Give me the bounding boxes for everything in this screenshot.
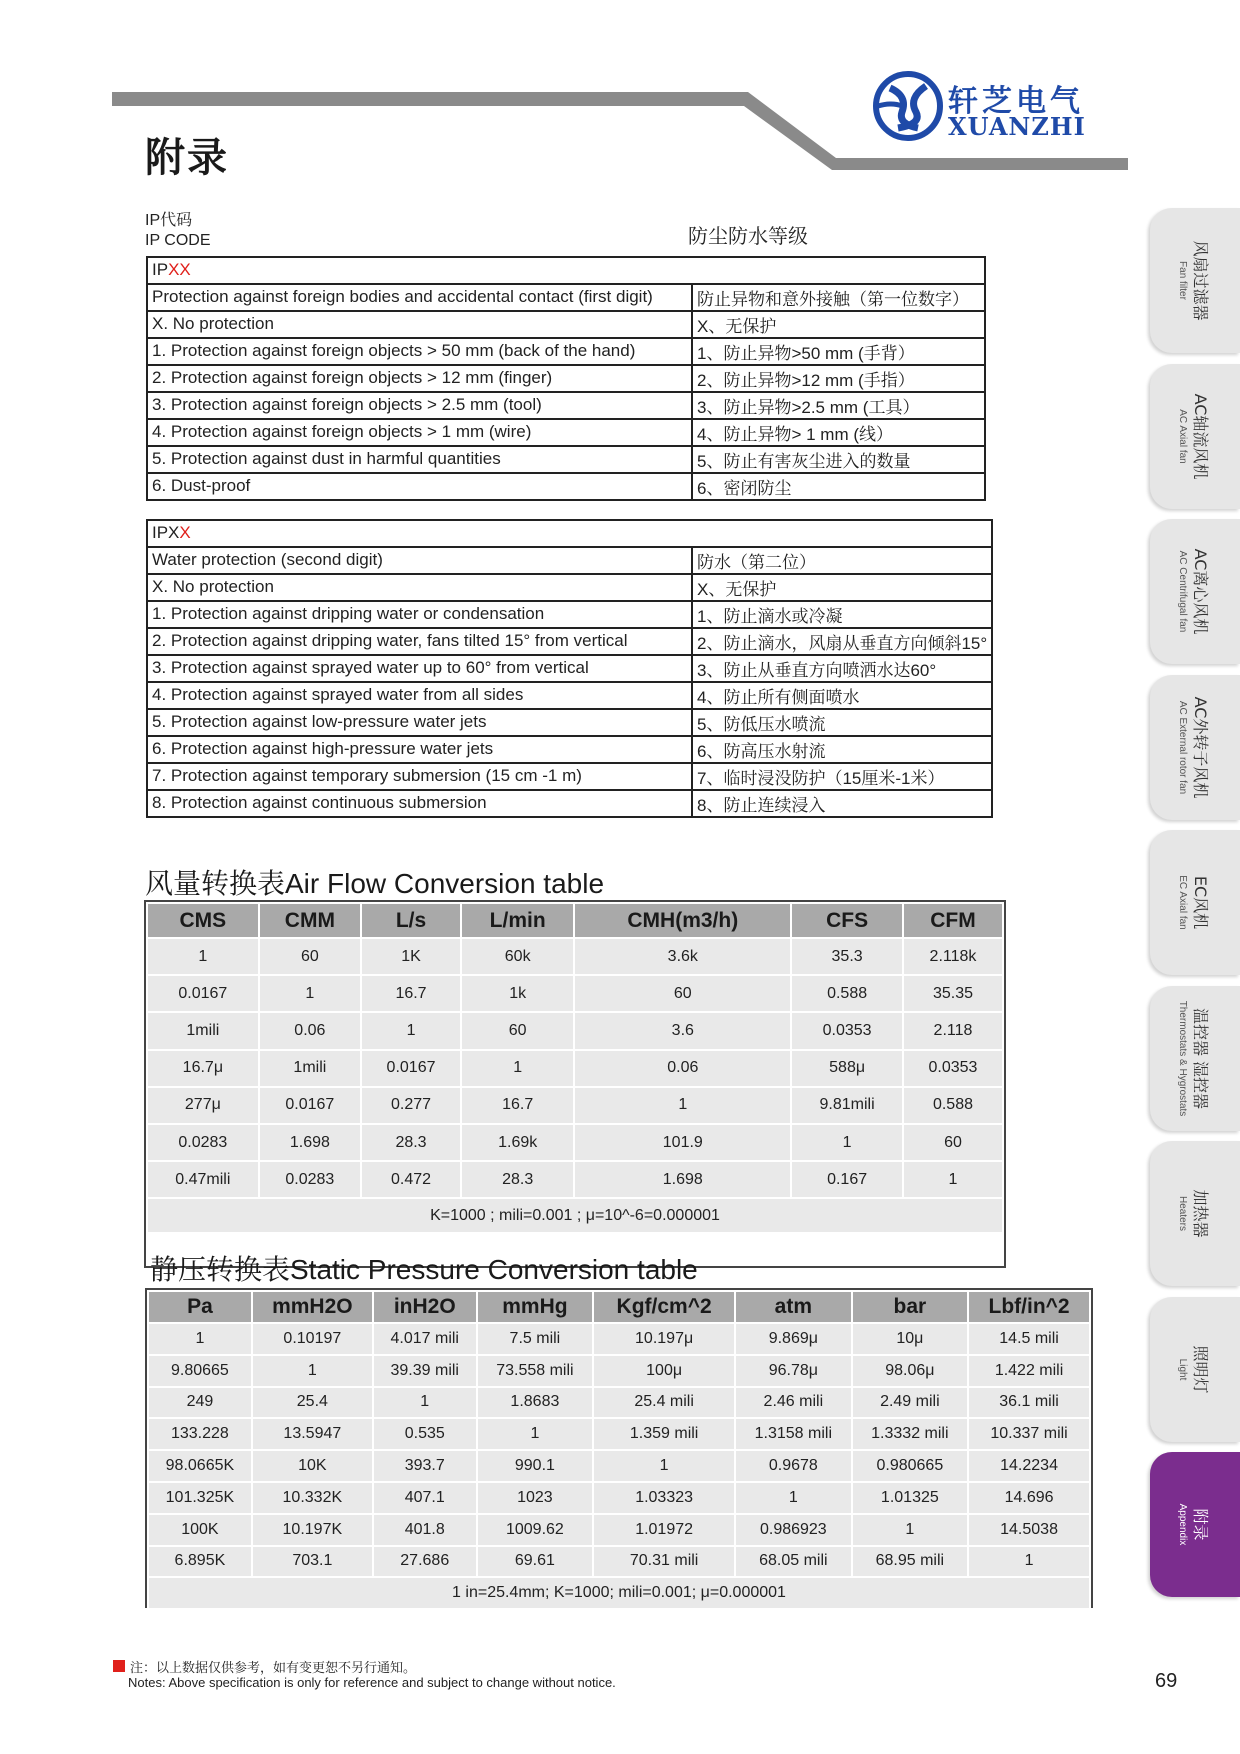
xuanzhi-logo-icon: [872, 66, 944, 144]
table-cell: 1: [968, 1546, 1090, 1578]
table-cell: 96.78μ: [735, 1355, 852, 1387]
note-marker: [113, 1660, 125, 1672]
column-header: Lbf/in^2: [968, 1291, 1090, 1323]
side-tab-cn: EC风机: [1191, 875, 1210, 930]
table-cell: 1: [147, 938, 259, 975]
ip-row-en: 2. Protection against foreign objects > 12 mm (finger): [147, 365, 692, 392]
table-row: [147, 975, 1003, 1012]
table-row: [147, 1050, 1003, 1087]
table-cell: 36.1 mili: [968, 1387, 1090, 1419]
table-note: K=1000 ; mili=0.001 ; μ=10^-6=0.000001: [147, 1198, 1003, 1233]
table-row: [148, 1514, 1090, 1546]
side-tab-en: Appendix: [1177, 1503, 1188, 1546]
ip-row-cn: 3、防止异物>2.5 mm (工具）: [692, 392, 985, 419]
side-tab-label: [1150, 675, 1240, 820]
side-tab-cn: AC外转子风机: [1191, 696, 1210, 798]
ip-row: [147, 790, 992, 817]
table-row: [147, 938, 1003, 975]
side-tab[interactable]: [1150, 208, 1240, 353]
table-cell: 1: [903, 1161, 1003, 1198]
table-cell: 990.1: [477, 1450, 594, 1482]
footer-note-cn: 注：以上数据仅供参考，如有变更恕不另行通知。: [130, 1661, 417, 1676]
ip-row: [147, 419, 985, 446]
table-cell: 2.118: [903, 1012, 1003, 1049]
ip-row-en: 6. Protection against high-pressure water jets: [147, 736, 692, 763]
table-cell: 1.01325: [852, 1482, 969, 1514]
ip-row-cn: 6、密闭防尘: [692, 473, 985, 500]
table-cell: 1.01972: [593, 1514, 735, 1546]
side-tab-label: [1150, 364, 1240, 509]
table-cell: 1: [735, 1482, 852, 1514]
ip-water-code: [147, 520, 992, 547]
table-row: [148, 1450, 1090, 1482]
page-number: 69: [1155, 1670, 1178, 1692]
side-tab-label: [1150, 1452, 1240, 1597]
ip-row-cn: 2、防止滴水，风扇从垂直方向倾斜15°: [692, 628, 992, 655]
table-cell: 1mili: [147, 1012, 259, 1049]
table-cell: 9.80665: [148, 1355, 252, 1387]
column-header: atm: [735, 1291, 852, 1323]
table-cell: 0.277: [361, 1087, 461, 1124]
table-cell: 1023: [477, 1482, 594, 1514]
table-cell: 1: [361, 1012, 461, 1049]
ip-water-code-row: [147, 520, 992, 547]
table-cell: 2.118k: [903, 938, 1003, 975]
table-cell: 1.3158 mili: [735, 1418, 852, 1450]
side-tab-cn: 加热器: [1191, 1189, 1210, 1238]
table-cell: 393.7: [373, 1450, 477, 1482]
footer-note-en: Notes: Above specification is only for reference and subject to change without notice.: [128, 1675, 616, 1690]
side-tab-label: [1150, 1297, 1240, 1442]
table-cell: 70.31 mili: [593, 1546, 735, 1578]
ip-row: [147, 709, 992, 736]
ip-row-en: Water protection (second digit): [147, 547, 692, 574]
side-tab-en: Light: [1177, 1358, 1188, 1380]
table-cell: 2.46 mili: [735, 1387, 852, 1419]
ip-row: [147, 682, 992, 709]
table-row: [147, 1087, 1003, 1124]
ip-row: [147, 574, 992, 601]
table-cell: 1mili: [259, 1050, 361, 1087]
table-row: [147, 1124, 1003, 1161]
table-cell: 0.9678: [735, 1450, 852, 1482]
table-cell: 35.3: [791, 938, 903, 975]
table-cell: 16.7μ: [147, 1050, 259, 1087]
table-cell: 1K: [361, 938, 461, 975]
ip-row: [147, 365, 985, 392]
table-cell: 1.03323: [593, 1482, 735, 1514]
table-cell: 2.49 mili: [852, 1387, 969, 1419]
side-tab-cn: 附录: [1191, 1508, 1210, 1541]
side-tab[interactable]: [1150, 1297, 1240, 1442]
ip-row: [147, 547, 992, 574]
column-header: CFM: [903, 903, 1003, 938]
table-cell: 1.698: [259, 1124, 361, 1161]
table-cell: 401.8: [373, 1514, 477, 1546]
table-cell: 10.197μ: [593, 1323, 735, 1355]
ip-code-label-en: IP CODE: [145, 232, 211, 249]
table-cell: 0.10197: [252, 1323, 373, 1355]
table-cell: 98.06μ: [852, 1355, 969, 1387]
column-header: Pa: [148, 1291, 252, 1323]
table-cell: 27.686: [373, 1546, 477, 1578]
table-cell: 1: [148, 1323, 252, 1355]
side-tab[interactable]: [1150, 986, 1240, 1131]
table-cell: 60: [903, 1124, 1003, 1161]
table-row: [147, 1012, 1003, 1049]
table-cell: 1.698: [574, 1161, 791, 1198]
table-cell: 14.5 mili: [968, 1323, 1090, 1355]
table-cell: 16.7: [361, 975, 461, 1012]
side-tab-cn: 风扇过滤器: [1191, 240, 1210, 321]
ip-code-prefix: IP: [152, 260, 169, 280]
side-tab[interactable]: [1150, 364, 1240, 509]
table-cell: 10.197K: [252, 1514, 373, 1546]
side-tab[interactable]: [1150, 519, 1240, 664]
table-cell: 16.7: [461, 1087, 574, 1124]
ip-row-cn: 8、防止连续浸入: [692, 790, 992, 817]
ip-row-cn: X、无保护: [692, 574, 992, 601]
column-header: inH2O: [373, 1291, 477, 1323]
ip-rating-title: 防尘防水等级: [688, 226, 808, 248]
table-cell: 0.0283: [259, 1161, 361, 1198]
pressure-table: [147, 1290, 1091, 1610]
side-tab-en: Fan filter: [1177, 261, 1188, 300]
ip-row-en: 5. Protection against dust in harmful quantities: [147, 446, 692, 473]
table-cell: 0.472: [361, 1161, 461, 1198]
ip-code-label: [145, 211, 211, 251]
table-cell: 28.3: [461, 1161, 574, 1198]
column-header: CMH(m3/h): [574, 903, 791, 938]
table-cell: 1: [252, 1355, 373, 1387]
table-cell: 1.359 mili: [593, 1418, 735, 1450]
table-cell: 14.2234: [968, 1450, 1090, 1482]
table-note: 1 in=25.4mm; K=1000; mili=0.001; μ=0.000001: [148, 1577, 1090, 1609]
table-cell: 1.3332 mili: [852, 1418, 969, 1450]
table-cell: 73.558 mili: [477, 1355, 594, 1387]
side-tab-cn: 温控器 湿控器: [1191, 1007, 1210, 1109]
header-row: [148, 1291, 1090, 1323]
table-cell: 28.3: [361, 1124, 461, 1161]
table-cell: 0.06: [259, 1012, 361, 1049]
table-cell: 0.0167: [361, 1050, 461, 1087]
ip-row: [147, 473, 985, 500]
column-header: Kgf/cm^2: [593, 1291, 735, 1323]
side-tab-cn: AC离心风机: [1191, 548, 1210, 635]
side-tab[interactable]: [1150, 830, 1240, 975]
side-tab-en: AC External rotor fan: [1177, 700, 1188, 794]
ip-code-highlight: XX: [168, 260, 191, 280]
note-row: [147, 1198, 1003, 1233]
table-cell: 1: [791, 1124, 903, 1161]
page-title: 附录: [145, 135, 229, 181]
ip-row-cn: 1、防止异物>50 mm (手背）: [692, 338, 985, 365]
table-cell: 10.332K: [252, 1482, 373, 1514]
table-cell: 69.61: [477, 1546, 594, 1578]
ip-row-cn: 2、防止异物>12 mm (手指）: [692, 365, 985, 392]
table-cell: 588μ: [791, 1050, 903, 1087]
ip-row-en: 3. Protection against sprayed water up to 60° from vertical: [147, 655, 692, 682]
side-tab-label: [1150, 1141, 1240, 1286]
pressure-table-title: 静压转换表Static Pressure Conversion table: [150, 1254, 698, 1285]
table-cell: 0.0167: [147, 975, 259, 1012]
table-cell: 68.95 mili: [852, 1546, 969, 1578]
header-row: [147, 903, 1003, 938]
column-header: L/s: [361, 903, 461, 938]
table-cell: 1.8683: [477, 1387, 594, 1419]
table-cell: 60k: [461, 938, 574, 975]
side-tab-cn: 照明灯: [1191, 1344, 1210, 1393]
ip-row-cn: 5、防止有害灰尘进入的数量: [692, 446, 985, 473]
table-cell: 0.588: [903, 1087, 1003, 1124]
table-cell: 0.980665: [852, 1450, 969, 1482]
side-tab[interactable]: [1150, 1141, 1240, 1286]
side-tab-en: Thermostats & Hygrostats: [1177, 1000, 1188, 1116]
ip-row-en: 4. Protection against sprayed water from all sides: [147, 682, 692, 709]
table-cell: 3.6k: [574, 938, 791, 975]
table-cell: 9.81mili: [791, 1087, 903, 1124]
table-cell: 13.5947: [252, 1418, 373, 1450]
column-header: mmH2O: [252, 1291, 373, 1323]
ip-row-en: 4. Protection against foreign objects > 1 mm (wire): [147, 419, 692, 446]
column-header: mmHg: [477, 1291, 594, 1323]
ip-row-cn: 6、防高压水射流: [692, 736, 992, 763]
ip-row-en: X. No protection: [147, 311, 692, 338]
ip-row-cn: 防止异物和意外接触（第一位数字）: [692, 284, 985, 311]
ip-row-en: 5. Protection against low-pressure water jets: [147, 709, 692, 736]
ip-row-en: 6. Dust-proof: [147, 473, 692, 500]
table-cell: 6.895K: [148, 1546, 252, 1578]
ip-water-table: [146, 519, 993, 818]
table-cell: 0.167: [791, 1161, 903, 1198]
column-header: CFS: [791, 903, 903, 938]
table-cell: 14.696: [968, 1482, 1090, 1514]
table-cell: 1: [593, 1450, 735, 1482]
table-row: [148, 1355, 1090, 1387]
ip-row-cn: X、无保护: [692, 311, 985, 338]
table-row: [147, 1161, 1003, 1198]
ip-dust-code: [147, 257, 985, 284]
table-cell: 1: [477, 1418, 594, 1450]
ip-row: [147, 655, 992, 682]
side-tab-en: EC Axial fan: [1177, 875, 1188, 930]
table-cell: 35.35: [903, 975, 1003, 1012]
ip-row-cn: 3、防止从垂直方向喷洒水达60°: [692, 655, 992, 682]
ip-row-en: 1. Protection against foreign objects > 50 mm (back of the hand): [147, 338, 692, 365]
ip-code-label-cn: IP代码: [145, 212, 193, 229]
ip-row-en: 3. Protection against foreign objects > 2.5 mm (tool): [147, 392, 692, 419]
table-cell: 1.69k: [461, 1124, 574, 1161]
ip-dust-table: [146, 256, 986, 501]
table-cell: 277μ: [147, 1087, 259, 1124]
table-cell: 0.588: [791, 975, 903, 1012]
table-row: [148, 1546, 1090, 1578]
logo-english-name: XUANZHI: [948, 112, 1086, 141]
ip-row-en: X. No protection: [147, 574, 692, 601]
ip-row-en: 1. Protection against dripping water or condensation: [147, 601, 692, 628]
table-cell: 0.0353: [903, 1050, 1003, 1087]
table-cell: 9.869μ: [735, 1323, 852, 1355]
table-cell: 100μ: [593, 1355, 735, 1387]
ip-row: [147, 338, 985, 365]
ip-dust-code-row: [147, 257, 985, 284]
ip-row: [147, 601, 992, 628]
table-cell: 68.05 mili: [735, 1546, 852, 1578]
column-header: CMS: [147, 903, 259, 938]
table-cell: 1: [461, 1050, 574, 1087]
table-cell: 10μ: [852, 1323, 969, 1355]
table-row: [148, 1482, 1090, 1514]
ip-row-cn: 4、防止所有侧面喷水: [692, 682, 992, 709]
airflow-table: [146, 902, 1004, 1234]
table-cell: 39.39 mili: [373, 1355, 477, 1387]
table-cell: 1k: [461, 975, 574, 1012]
table-cell: 3.6: [574, 1012, 791, 1049]
table-cell: 0.535: [373, 1418, 477, 1450]
table-cell: 14.5038: [968, 1514, 1090, 1546]
ip-row-cn: 7、临时浸没防护（15厘米-1米）: [692, 763, 992, 790]
table-cell: 1: [259, 975, 361, 1012]
logo-chinese-name: 轩芝电气: [948, 84, 1084, 119]
table-cell: 4.017 mili: [373, 1323, 477, 1355]
ip-row: [147, 736, 992, 763]
table-row: [148, 1323, 1090, 1355]
ip-row-en: 7. Protection against temporary submersion (15 cm -1 m): [147, 763, 692, 790]
ip-row-cn: 防水（第二位）: [692, 547, 992, 574]
table-cell: 0.06: [574, 1050, 791, 1087]
table-cell: 0.47mili: [147, 1161, 259, 1198]
table-cell: 60: [259, 938, 361, 975]
note-row: [148, 1577, 1090, 1609]
table-cell: 100K: [148, 1514, 252, 1546]
ip-row: [147, 392, 985, 419]
ip-row: [147, 628, 992, 655]
table-cell: 98.0665K: [148, 1450, 252, 1482]
ip-row: [147, 284, 985, 311]
table-cell: 133.228: [148, 1418, 252, 1450]
table-cell: 101.9: [574, 1124, 791, 1161]
table-cell: 0.0353: [791, 1012, 903, 1049]
airflow-table-title: 风量转换表Air Flow Conversion table: [145, 868, 605, 899]
table-cell: 0.986923: [735, 1514, 852, 1546]
ip-code-highlight: X: [179, 523, 191, 543]
table-cell: 1: [852, 1514, 969, 1546]
column-header: CMM: [259, 903, 361, 938]
table-cell: 0.0283: [147, 1124, 259, 1161]
side-tab-label: [1150, 208, 1240, 353]
side-tab-label: [1150, 986, 1240, 1131]
ip-row-en: 2. Protection against dripping water, fans tilted 15° from vertical: [147, 628, 692, 655]
table-cell: 1: [373, 1387, 477, 1419]
table-cell: 0.0167: [259, 1087, 361, 1124]
side-tab-label: [1150, 830, 1240, 975]
ip-row-en: 8. Protection against continuous submersion: [147, 790, 692, 817]
side-tab-en: AC Axial fan: [1177, 408, 1188, 464]
table-row: [148, 1418, 1090, 1450]
table-cell: 1.422 mili: [968, 1355, 1090, 1387]
table-cell: 10K: [252, 1450, 373, 1482]
ip-row-en: Protection against foreign bodies and accidental contact (first digit): [147, 284, 692, 311]
table-cell: 60: [461, 1012, 574, 1049]
table-cell: 101.325K: [148, 1482, 252, 1514]
table-cell: 60: [574, 975, 791, 1012]
ip-row-cn: 1、防止滴水或冷凝: [692, 601, 992, 628]
side-tab[interactable]: [1150, 675, 1240, 820]
ip-row: [147, 311, 985, 338]
table-row: [148, 1387, 1090, 1419]
side-tab[interactable]: [1150, 1452, 1240, 1597]
side-tab-en: AC Centrifugal fan: [1177, 550, 1188, 633]
table-cell: 1009.62: [477, 1514, 594, 1546]
table-cell: 407.1: [373, 1482, 477, 1514]
table-cell: 10.337 mili: [968, 1418, 1090, 1450]
ip-code-prefix: IPX: [152, 523, 180, 543]
side-tab-cn: AC轴流风机: [1191, 393, 1210, 479]
table-cell: 25.4: [252, 1387, 373, 1419]
side-tab-label: [1150, 519, 1240, 664]
table-cell: 703.1: [252, 1546, 373, 1578]
ip-row: [147, 763, 992, 790]
column-header: L/min: [461, 903, 574, 938]
ip-row-cn: 5、防低压水喷流: [692, 709, 992, 736]
table-cell: 1: [574, 1087, 791, 1124]
column-header: bar: [852, 1291, 969, 1323]
table-cell: 25.4 mili: [593, 1387, 735, 1419]
table-cell: 7.5 mili: [477, 1323, 594, 1355]
table-cell: 249: [148, 1387, 252, 1419]
ip-row-cn: 4、防止异物> 1 mm (线）: [692, 419, 985, 446]
side-tab-en: Heaters: [1177, 1195, 1188, 1231]
ip-row: [147, 446, 985, 473]
